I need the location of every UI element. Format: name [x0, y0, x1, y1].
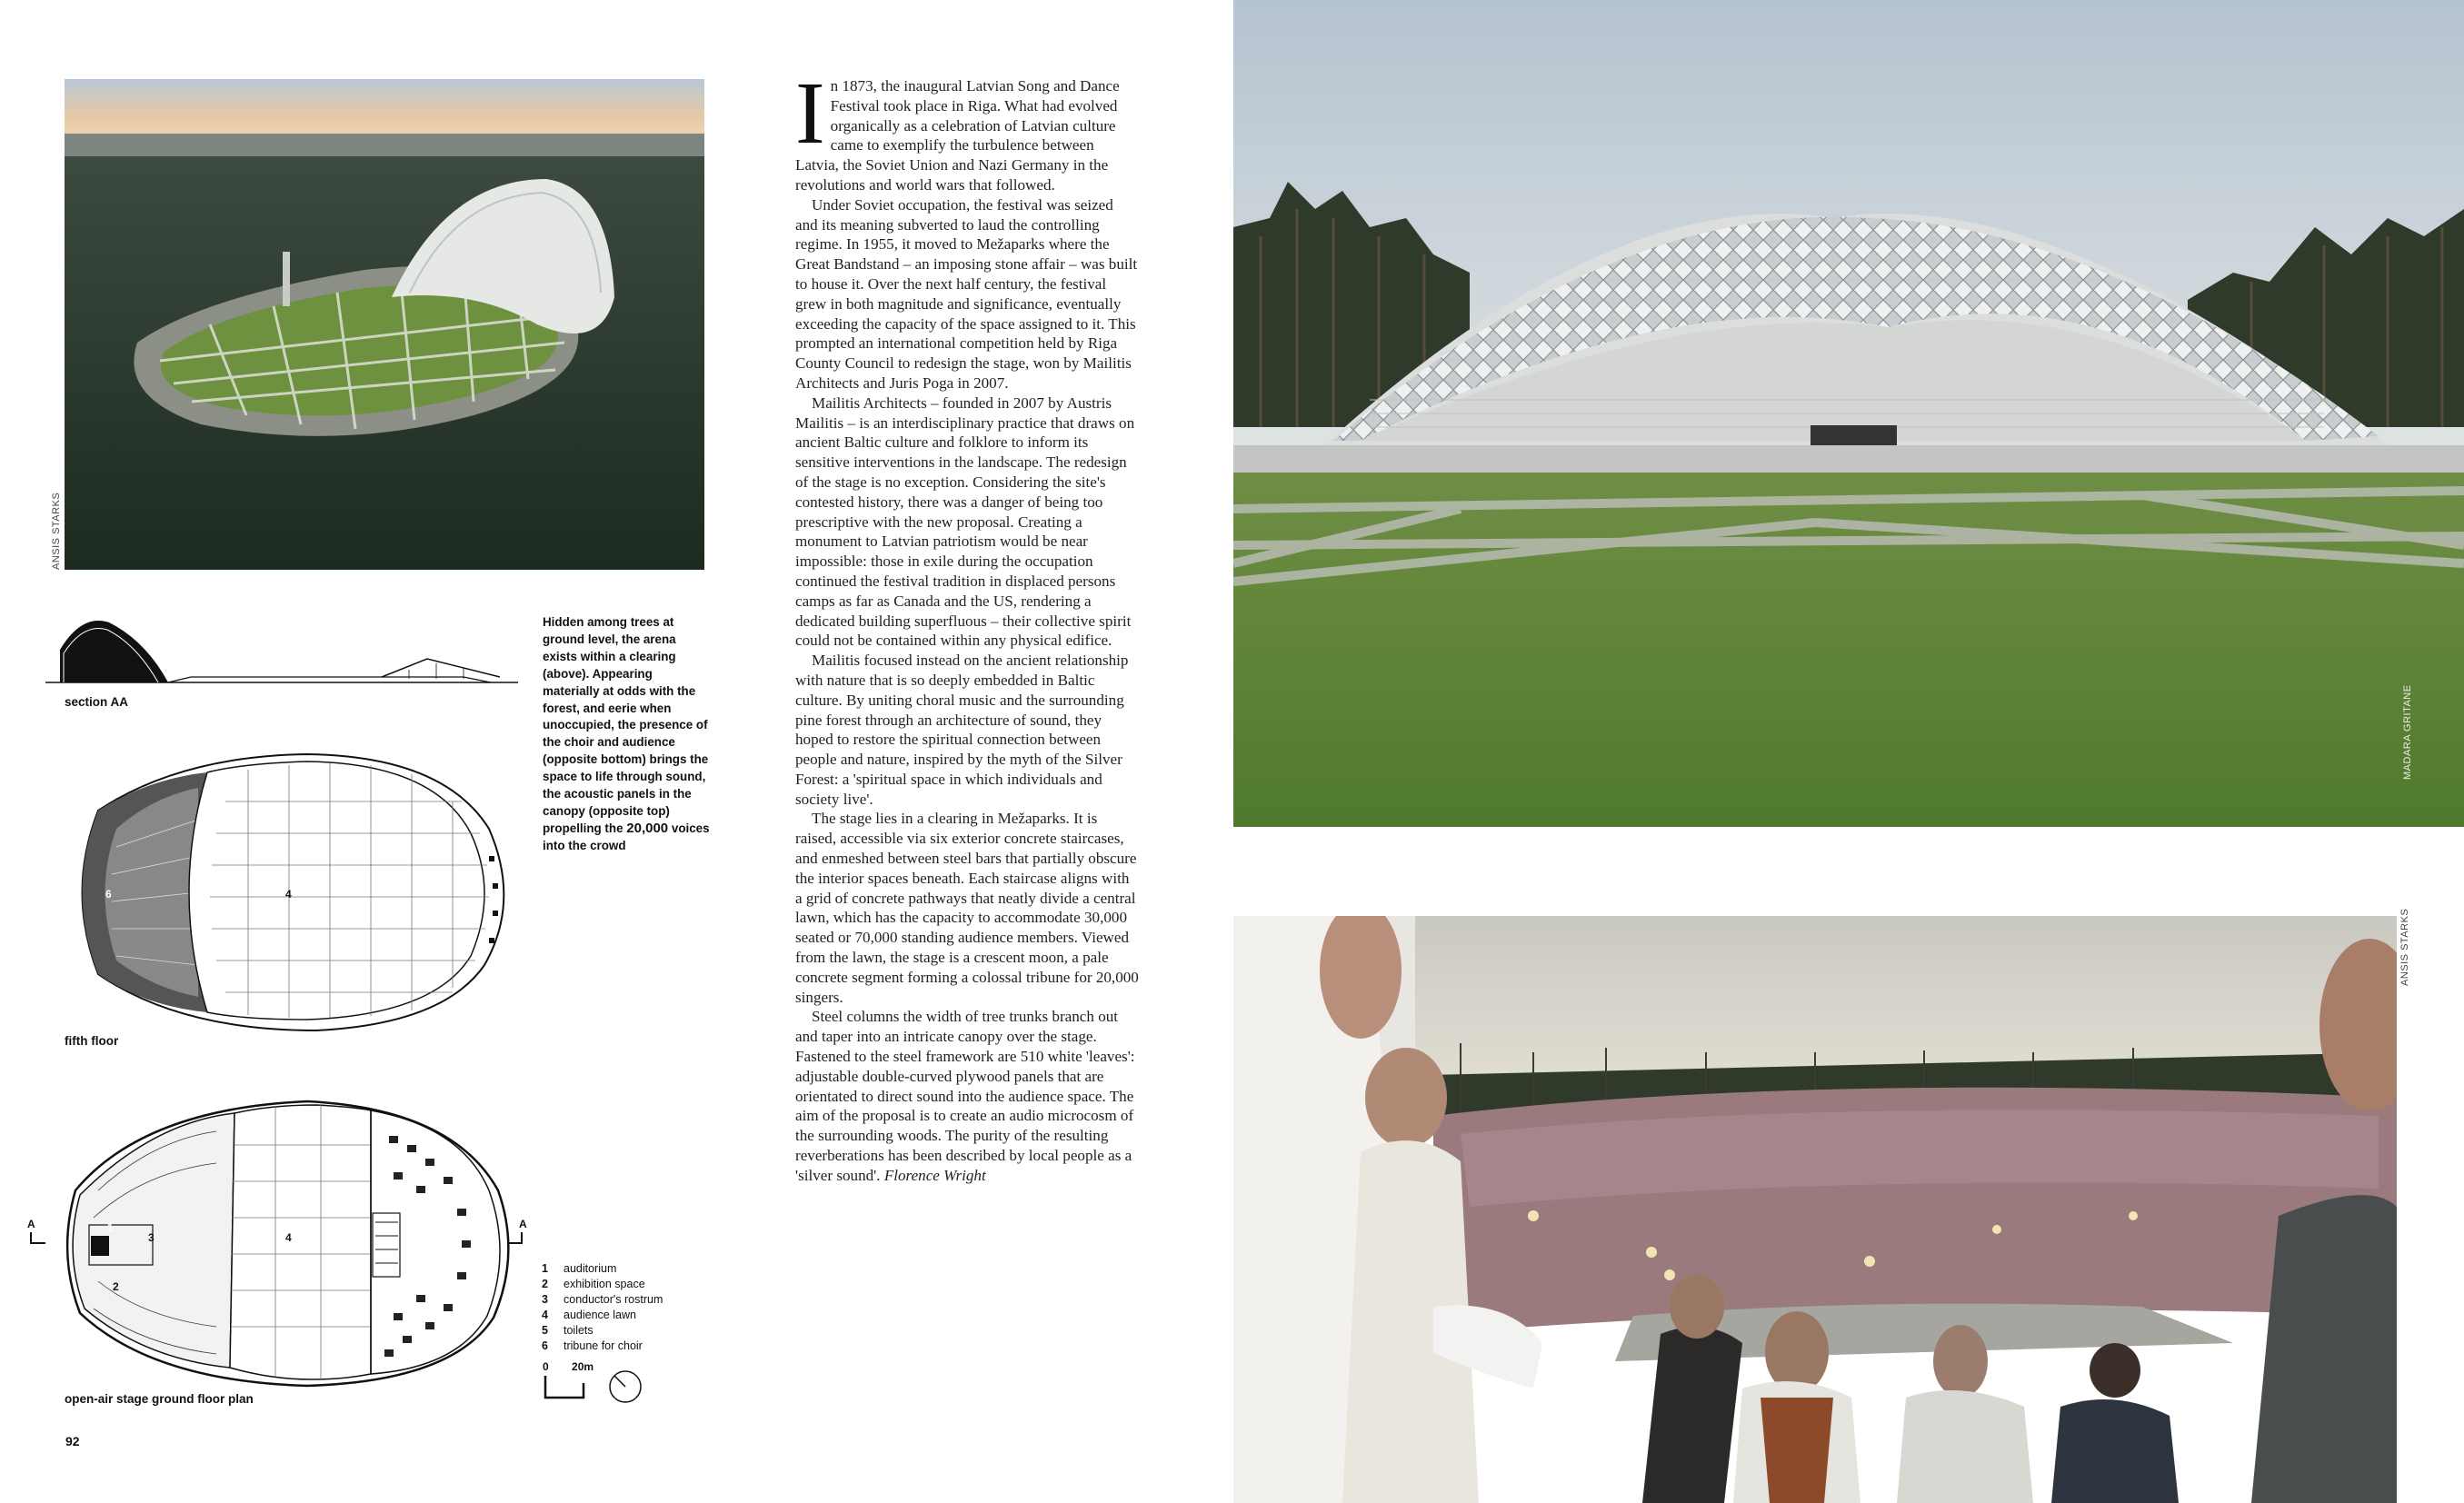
legend-item: 2 exhibition space	[542, 1277, 645, 1290]
fifth-floor-plan	[62, 747, 516, 1038]
ground-floor-number-3: 3	[148, 1231, 155, 1244]
section-aa-label: section AA	[65, 695, 129, 709]
aerial-photo	[65, 79, 704, 570]
section-aa-drawing	[45, 613, 518, 686]
scale-zero: 0	[543, 1360, 549, 1373]
article-body	[795, 65, 1139, 1186]
choir-photo	[1233, 916, 2397, 1503]
drop-cap: I	[795, 65, 825, 163]
ground-floor-number-2: 2	[113, 1280, 119, 1293]
section-marker-left: A	[27, 1218, 35, 1230]
article-paragraph-5: The stage lies in a clearing in Mežaparks. It is raised, accessible via six exterior concrete staircases, and enmeshed between steel bars that partially obscure the interior spaces beneath. Each staircase aligns with a grid of concrete pathways that neatly divide a central lawn, which has the capacity to accommodate 30,000 seated or 70,000 standing audience members. Viewed from the lawn, the stage is a crescent moon, a pale concrete segment forming a colossal tribune for 20,000 singers.	[795, 810, 1139, 1006]
fifth-floor-number-4: 4	[285, 888, 292, 901]
ground-floor-plan	[53, 1090, 516, 1390]
fifth-floor-label: fifth floor	[65, 1034, 119, 1048]
article-paragraph-2: Under Soviet occupation, the festival was seized and its meaning subverted to laud the controlling regime. In 1955, it moved to Mežaparks where the Great Bandstand – an imposing stone affair – was built to house it. Over the next half century, the festival grew in both magnitude and significance, eventually exceeding the capacity of the space assigned to it. This prompted an international competition held by Riga County Council to redesign the stage, won by Mailitis Architects and Juris Poga in 2007.	[795, 195, 1138, 392]
ground-floor-number-1: 1	[107, 1221, 114, 1234]
plan-legend	[542, 1261, 663, 1353]
caption-voices-number: 20,000	[626, 820, 669, 836]
north-arrow-icon	[607, 1369, 643, 1405]
legend-item: 6 tribune for choir	[542, 1339, 643, 1352]
ground-floor-label: open-air stage ground floor plan	[65, 1392, 254, 1406]
caption-text-before: Hidden among trees at ground level, the arena exists within a clearing (above). Appearing materially at odds with the forest, and eerie when unoccupied, the presence of the choir and audience (opposite bottom) brings the space to life through sound, the acoustic panels in the canopy (opposite top) propelling the	[543, 615, 709, 835]
legend-item: 3 conductor's rostrum	[542, 1292, 663, 1306]
legend-item: 1 auditorium	[542, 1262, 617, 1275]
section-marker-left-line	[29, 1232, 47, 1245]
article-paragraph-3: Mailitis Architects – founded in 2007 by Austris Mailitis – is an interdisciplinary practice that draws on ancient Baltic culture and folklore to inform its sensitive interventions in the landscape. The redesign of the stage is no exception. Considering the site's contested history, there was a danger of being too prescriptive with the new proposal. Creating a monument to Latvian patriotism would be near impossible: those in exile during the occupation continued the festival tradition in displaced persons camps as far as Canada and the US, rendering a dedicated building superfluous – their collective spirit could not be contained within any physical edifice.	[795, 393, 1135, 650]
article-paragraph-1: In 1873, the inaugural Latvian Song and Dance Festival took place in Riga. What had evolved organically as a celebration of Latvian culture came to exemplify the turbulence between Latvia, the Soviet Union and Nazi Germany in the revolutions and world wars that followed.	[795, 65, 1120, 194]
scale-length: 20m	[572, 1360, 594, 1373]
aerial-photo-credit: ANSIS STARKS	[51, 492, 62, 570]
stage-photo	[1233, 0, 2464, 827]
article-author: Florence Wright	[883, 1166, 986, 1184]
caption-text-after: voices into the crowd	[543, 821, 710, 852]
scale-bar	[543, 1360, 594, 1373]
choir-photo-credit: ANSIS STARKS	[2399, 908, 2410, 986]
fifth-floor-number-6: 6	[105, 888, 112, 901]
stage-photo-credit: MADARA GRITANE	[2402, 684, 2413, 780]
scale-bar-graphic	[544, 1374, 585, 1401]
section-marker-right-line	[507, 1232, 525, 1245]
article-paragraph-4: Mailitis focused instead on the ancient relationship with nature that is so deeply embedded in Baltic culture. By uniting choral music and the surrounding pine forest through an architecture of sound, they hoped to restore the spiritual connection between people and nature, inspired by the myth of the Silver Forest: a 'spiritual space in which individuals and society live'.	[795, 652, 1129, 808]
article-paragraph-6: Steel columns the width of tree trunks branch out and taper into an intricate canopy over the stage. Fastened to the steel framework are 510 white 'leaves': adjustable double-curved plywood panels that are orientated to direct sound into the audience space. The aim of the proposal is to create an audio microcosm of the surrounding woods. The purity of the resulting reverberations has been described by local people as a 'silver sound'. Florence Wright	[795, 1008, 1135, 1184]
ground-floor-number-4: 4	[285, 1231, 292, 1244]
photo-caption	[543, 614, 711, 855]
legend-item: 5 toilets	[542, 1323, 594, 1337]
legend-item: 4 audience lawn	[542, 1308, 636, 1321]
page-number: 92	[65, 1434, 80, 1448]
section-marker-right: A	[519, 1218, 527, 1230]
